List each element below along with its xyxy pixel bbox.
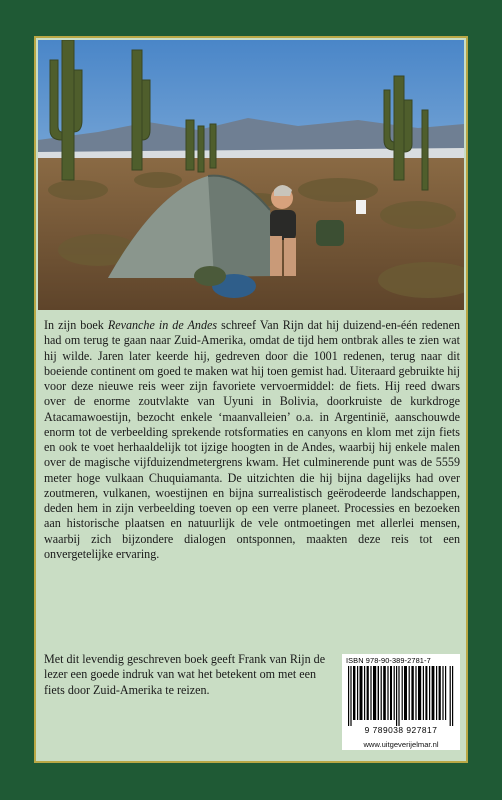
blurb-book-title: Revanche in de Andes bbox=[107, 318, 218, 332]
publisher-url: www.uitgeverijelmar.nl bbox=[363, 740, 439, 749]
blurb-paragraph bbox=[44, 318, 460, 562]
closing-paragraph: Met dit levendig geschreven boek geeft Frank van Rijn de lezer een goede indruk van wat het betekent om met een fiets door Zuid-Amerika te reizen. bbox=[44, 652, 326, 697]
blurb-panel bbox=[44, 318, 460, 562]
barcode-box bbox=[342, 654, 460, 750]
desert-camp-photo bbox=[38, 40, 464, 310]
ean-digits: 9 789038 927817 bbox=[364, 725, 438, 735]
barcode-bars bbox=[348, 666, 454, 726]
isbn-label: ISBN 978-90-389-2781-7 bbox=[346, 656, 431, 665]
blurb-intro: In zijn boek bbox=[44, 318, 108, 332]
blurb-body: schreef Van Rijn dat hij duizend-en-één redenen had om terug te gaan naar Zuid-Amerika, omdat de tijd hem ontbrak alles te zien wat hij wilde. Jaren later keerde hij, gedreven door die 1001 redenen, terug naar dit boeiende continent om goed te maken wat hij toen gemist had. Uiteraard gebruikte hij voor deze nieuwe reis weer zijn favoriete vervoermiddel: de fiets. Hij reed dwars over de enorme zoutvlakte van Uyuni in Bolivia, doorkruiste de kurkdroge Atacamawoestijn, bezocht enkele ‘maanvalleien’ o.a. in Argentinië, aanschouwde enorm tot de verbeelding sprekende rotsformaties en canyons en klom met zijn fiets en ook te voet herhaaldelijk tot ijzige hoogten in de Andes, waarbij hij enkele malen over de magische vijfduizendmetergrens kwam. Het culminerende punt was de 5559 meter hoge vulkaan Chuquiamanta. De uitzichten die hij bijna dagelijks had over zoutmeren, vulkanen, woestijnen en bijna surrealistisch geërodeerde landschappen, deden hem in zijn verbeelding toeven op een verre planeet. Processies en bezoeken aan historische plaatsen en natuurlijk de vele ontmoetingen met allerlei mensen, waarbij zich bijzondere dialogen ontsponnen, maakten deze reis tot een onvergetelijke ervaring. bbox=[44, 318, 460, 561]
cover-photo bbox=[38, 40, 464, 310]
